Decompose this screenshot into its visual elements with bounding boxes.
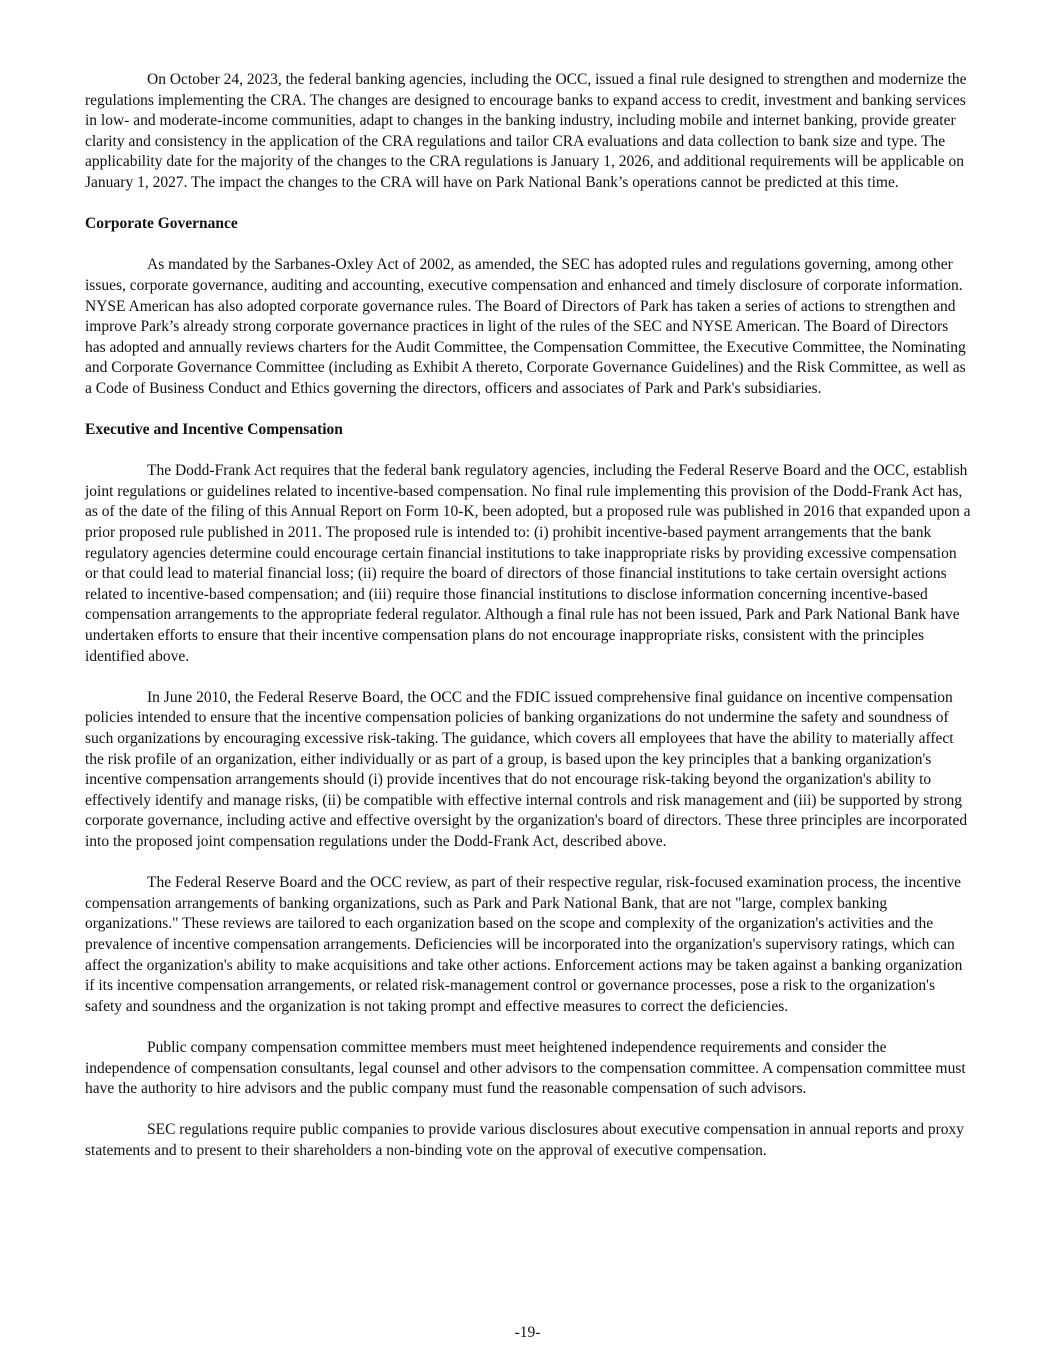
paragraph-compensation-committee: Public company compensation committee members must meet heightened independence requirements and consider the independence of compensation consultants, legal counsel and other advisors to the compensation committee. A compensation committee must have the authority to hire advisors and the public company must fund the reasonable compensation of such advisors. (85, 1038, 966, 1098)
paragraph-fed-occ-review: The Federal Reserve Board and the OCC review, as part of their respective regular, risk-focused examination process, the incentive compensation arrangements of banking organizations, such as Park and Park National Bank, that are not "large, complex banking organizations." These reviews are tailored to each organization based on the scope and complexity of the organization's activities and the prevalence of incentive compensation arrangements. Deficiencies will be incorporated into the organization's supervisory ratings, which can affect the organization's ability to make acquisitions and take other actions. Enforcement actions may be taken against a banking organization if its incentive compensation arrangements, or related risk-management control or governance processes, pose a risk to the organization's safety and soundness and the organization is not taking prompt and effective measures to correct the deficiencies. (85, 874, 963, 1015)
page-number: -19- (514, 1324, 541, 1341)
paragraph-corporate-governance: As mandated by the Sarbanes-Oxley Act of 2002, as amended, the SEC has adopted rules and regulations governing, among other issues, corporate governance, auditing and accounting, executive compensation and enhanced and timely disclosure of corporate information. NYSE American has also adopted corporate governance rules. The Board of Directors of Park has taken a series of actions to strengthen and improve Park’s already strong corporate governance practices in light of the rules of the SEC and NYSE American. The Board of Directors has adopted and annually reviews charters for the Audit Committee, the Compensation Committee, the Executive Committee, the Nominating and Corporate Governance Committee (including as Exhibit A thereto, Corporate Governance Guidelines) and the Risk Committee, as well as a Code of Business Conduct and Ethics governing the directors, officers and associates of Park and Park's subsidiaries. (85, 256, 966, 397)
paragraph-dodd-frank: The Dodd-Frank Act requires that the federal bank regulatory agencies, including the Federal Reserve Board and the OCC, establish joint regulations or guidelines related to incentive-based compensation. No final rule implementing this provision of the Dodd-Frank Act has, as of the date of the filing of this Annual Report on Form 10-K, been adopted, but a proposed rule was published in 2016 that expanded upon a prior proposed rule published in 2011. The proposed rule is intended to: (i) prohibit incentive-based payment arrangements that the bank regulatory agencies determine could encourage certain financial institutions to take inappropriate risks by providing excessive compensation or that could lead to material financial loss; (ii) require the board of directors of those financial institutions to take certain oversight actions related to incentive-based compensation; and (iii) require those financial institutions to disclose information concerning incentive-based compensation arrangements to the appropriate federal regulator. Although a final rule has not been issued, Park and Park National Bank have undertaken efforts to ensure that their incentive compensation plans do not encourage inappropriate risks, consistent with the principles identified above. (85, 462, 971, 665)
heading-corporate-governance: Corporate Governance (85, 215, 238, 233)
paragraph-cra-final-rule: On October 24, 2023, the federal banking agencies, including the OCC, issued a final rule designed to strengthen and modernize the regulations implementing the CRA. The changes are designed to encourage banks to expand access to credit, investment and banking services in low- and moderate-income communities, adapt to changes in the banking industry, including mobile and internet banking, provide greater clarity and consistency in the application of the CRA regulations and tailor CRA evaluations and data collection to bank size and type. The applicability date for the majority of the changes to the CRA regulations is January 1, 2026, and additional requirements will be applicable on January 1, 2027. The impact the changes to the CRA will have on Park National Bank’s operations cannot be predicted at this time. (85, 71, 967, 191)
paragraph-sec-regulations: SEC regulations require public companies to provide various disclosures about executive compensation in annual reports and proxy statements and to present to their shareholders a non-binding vote on the approval of executive compensation. (85, 1121, 964, 1159)
heading-executive-compensation: Executive and Incentive Compensation (85, 421, 343, 439)
paragraph-june-2010-guidance: In June 2010, the Federal Reserve Board, the OCC and the FDIC issued comprehensive final guidance on incentive compensation policies intended to ensure that the incentive compensation policies of banking organizations do not undermine the safety and soundness of such organizations by encouraging excessive risk-taking. The guidance, which covers all employees that have the ability to materially affect the risk profile of an organization, either individually or as part of a group, is based upon the key principles that a banking organization's incentive compensation arrangements should (i) provide incentives that do not encourage risk-taking beyond the organization's ability to effectively identify and manage risks, (ii) be compatible with effective internal controls and risk management and (iii) be supported by strong corporate governance, including active and effective oversight by the organization's board of directors. These three principles are incorporated into the proposed joint compensation regulations under the Dodd-Frank Act, described above. (85, 688, 968, 850)
